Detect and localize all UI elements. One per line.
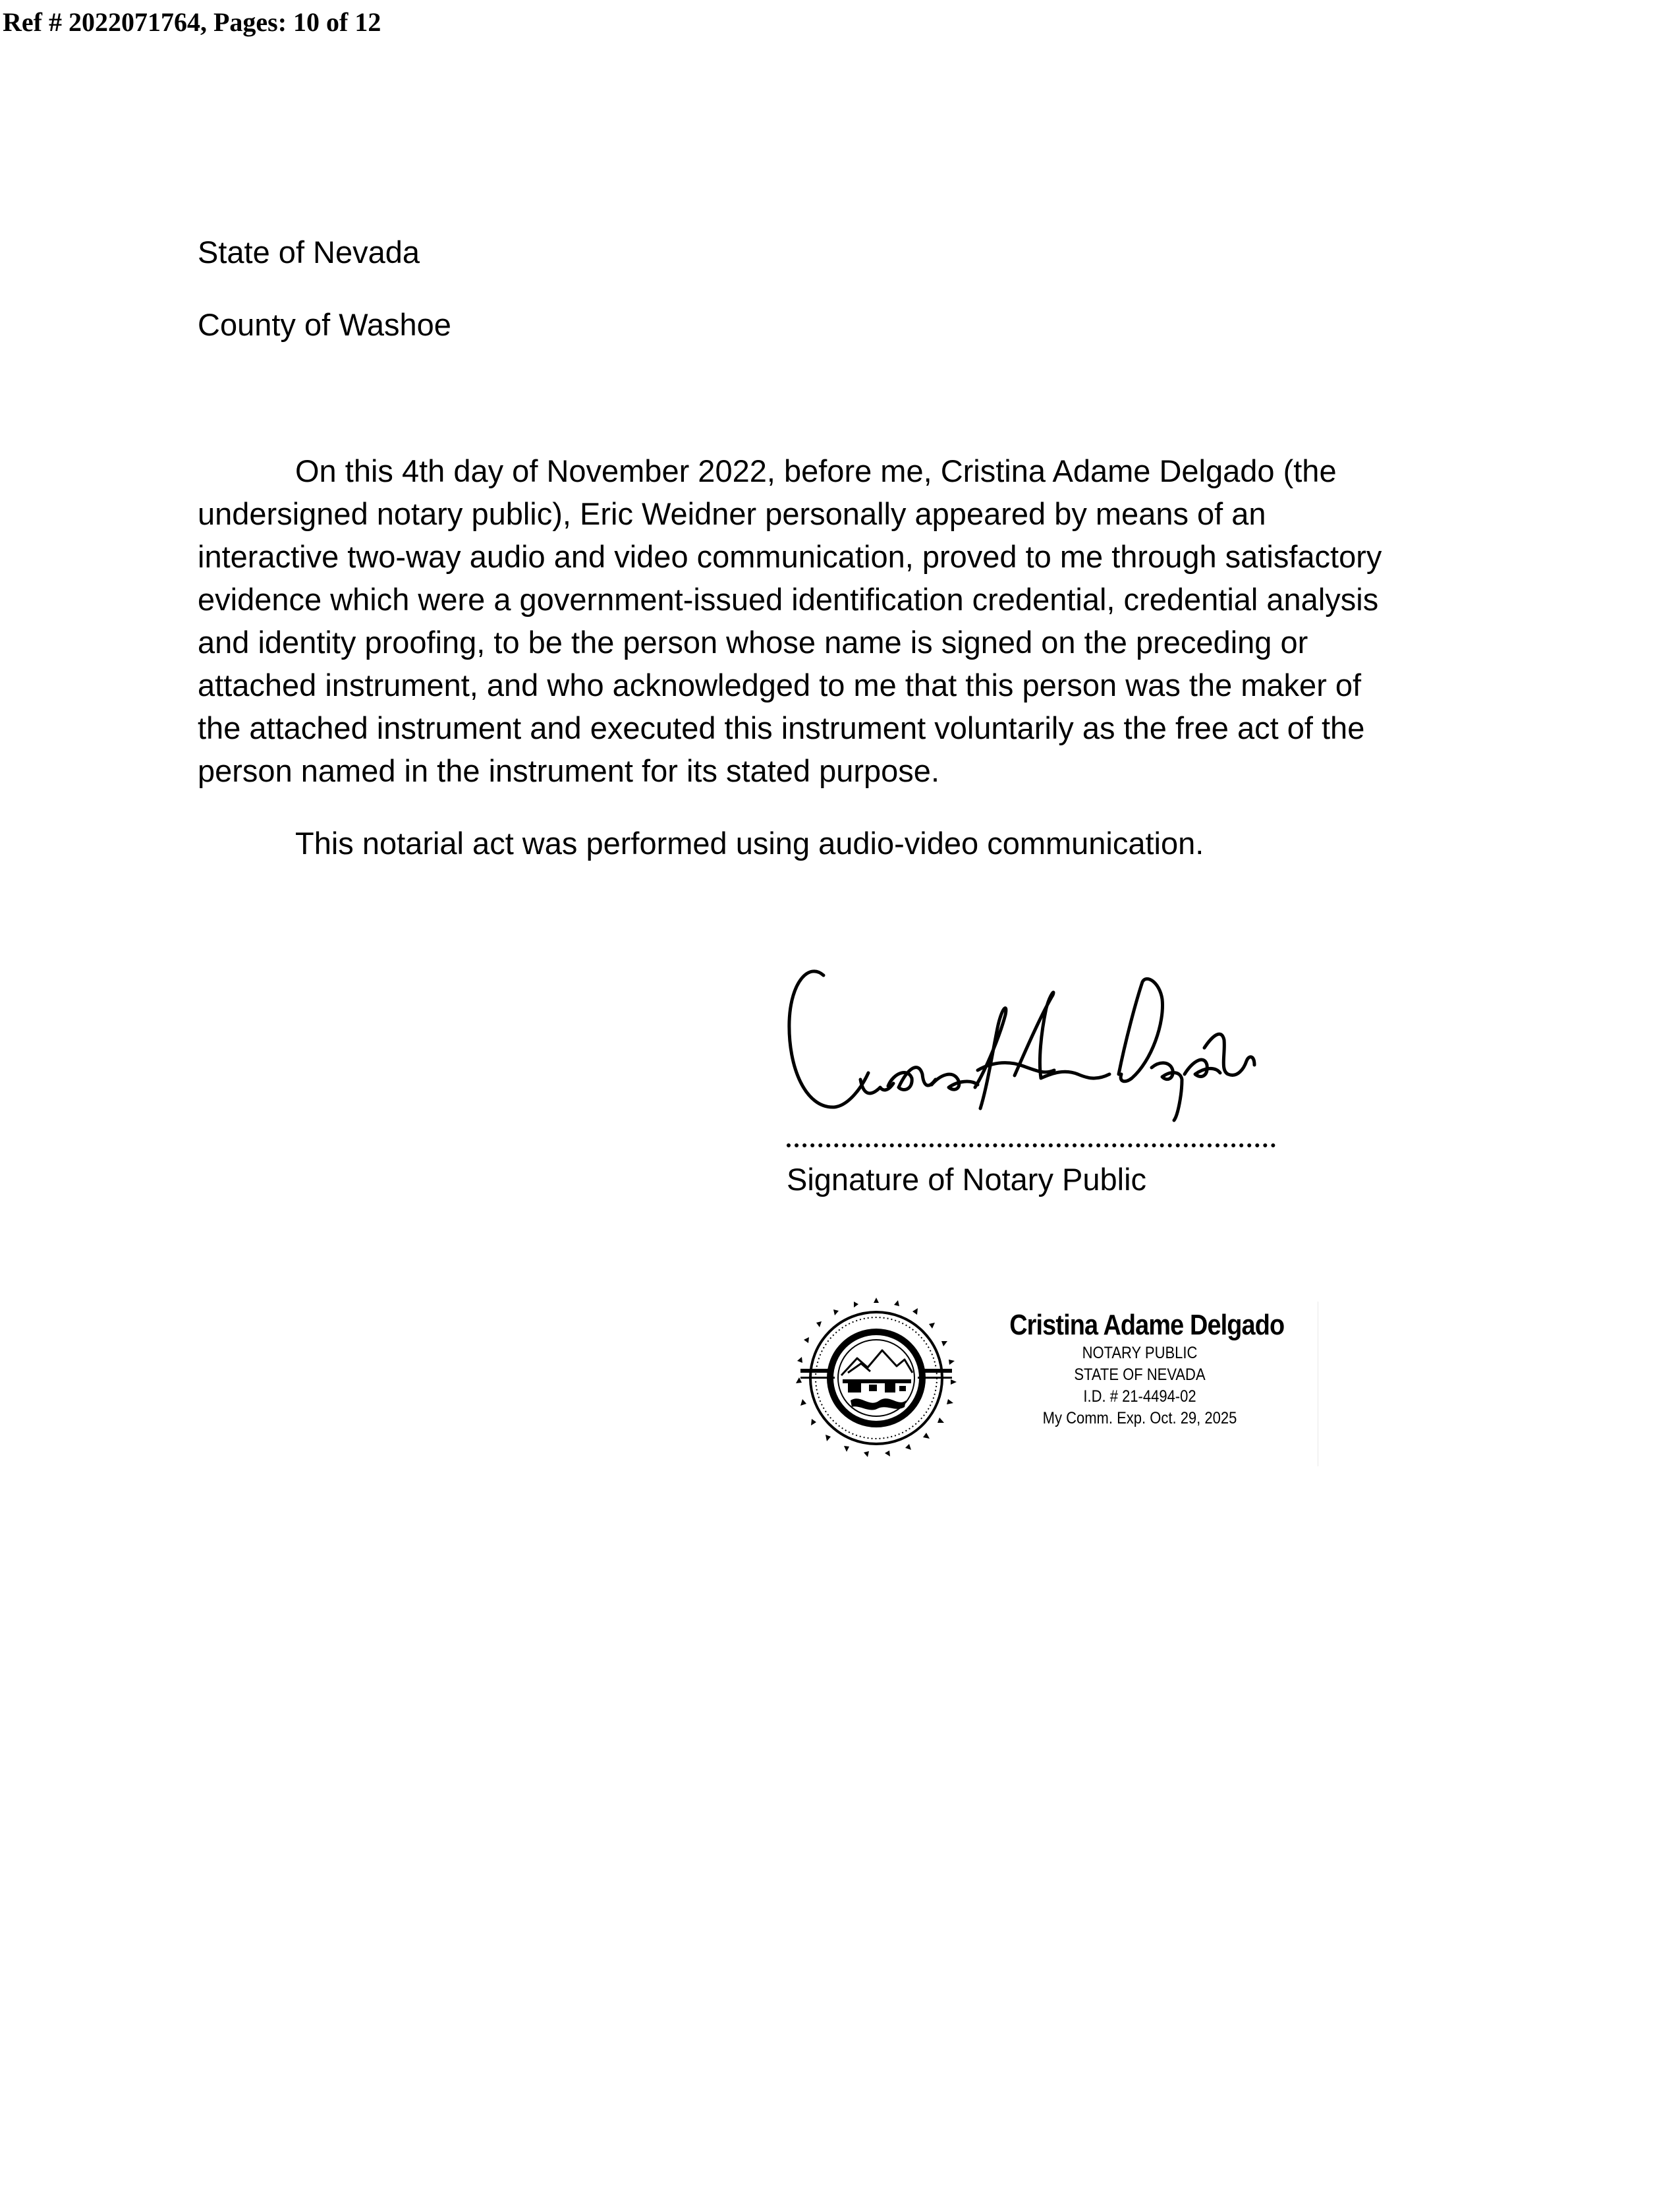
- notary-state: STATE OF NEVADA: [1074, 1365, 1206, 1384]
- acknowledgment-line: evidence which were a government-issued identification credential, credential analysis: [198, 582, 1379, 617]
- notary-title: NOTARY PUBLIC: [1082, 1344, 1198, 1362]
- acknowledgment-paragraph: [198, 449, 1489, 792]
- commission-expiry: My Comm. Exp. Oct. 29, 2025: [1042, 1409, 1237, 1427]
- notary-signature: [783, 962, 1283, 1127]
- acknowledgment-line: attached instrument, and who acknowledged to me that this person was the maker of: [198, 668, 1362, 703]
- acknowledgment-line: On this 4th day of November 2022, before me, Cristina Adame Delgado (the: [295, 453, 1337, 488]
- acknowledgment-line: person named in the instrument for its stated purpose.: [198, 753, 940, 788]
- notary-name: Cristina Adame Delgado: [1009, 1309, 1285, 1341]
- acknowledgment-line: interactive two-way audio and video communication, proved to me through satisfactory: [198, 539, 1382, 574]
- remote-notarization-statement: This notarial act was performed using audio-video communication.: [295, 826, 1204, 861]
- signature-caption: Signature of Notary Public: [787, 1162, 1147, 1197]
- acknowledgment-line: undersigned notary public), Eric Weidner personally appeared by means of an: [198, 496, 1266, 531]
- notary-stamp: [988, 1308, 1291, 1429]
- venue-county: County of Washoe: [198, 307, 451, 342]
- page-reference-header: Ref # 2022071764, Pages: 10 of 12: [3, 7, 381, 37]
- acknowledgment-line: the attached instrument and executed this instrument voluntarily as the free act of the: [198, 710, 1365, 745]
- signature-line: [787, 1143, 1275, 1147]
- acknowledgment-line: and identity proofing, to be the person whose name is signed on the preceding or: [198, 625, 1308, 660]
- venue-state: State of Nevada: [198, 235, 420, 270]
- nevada-state-seal-icon: [787, 1295, 965, 1460]
- notary-id-number: I.D. # 21-4494-02: [1083, 1387, 1196, 1406]
